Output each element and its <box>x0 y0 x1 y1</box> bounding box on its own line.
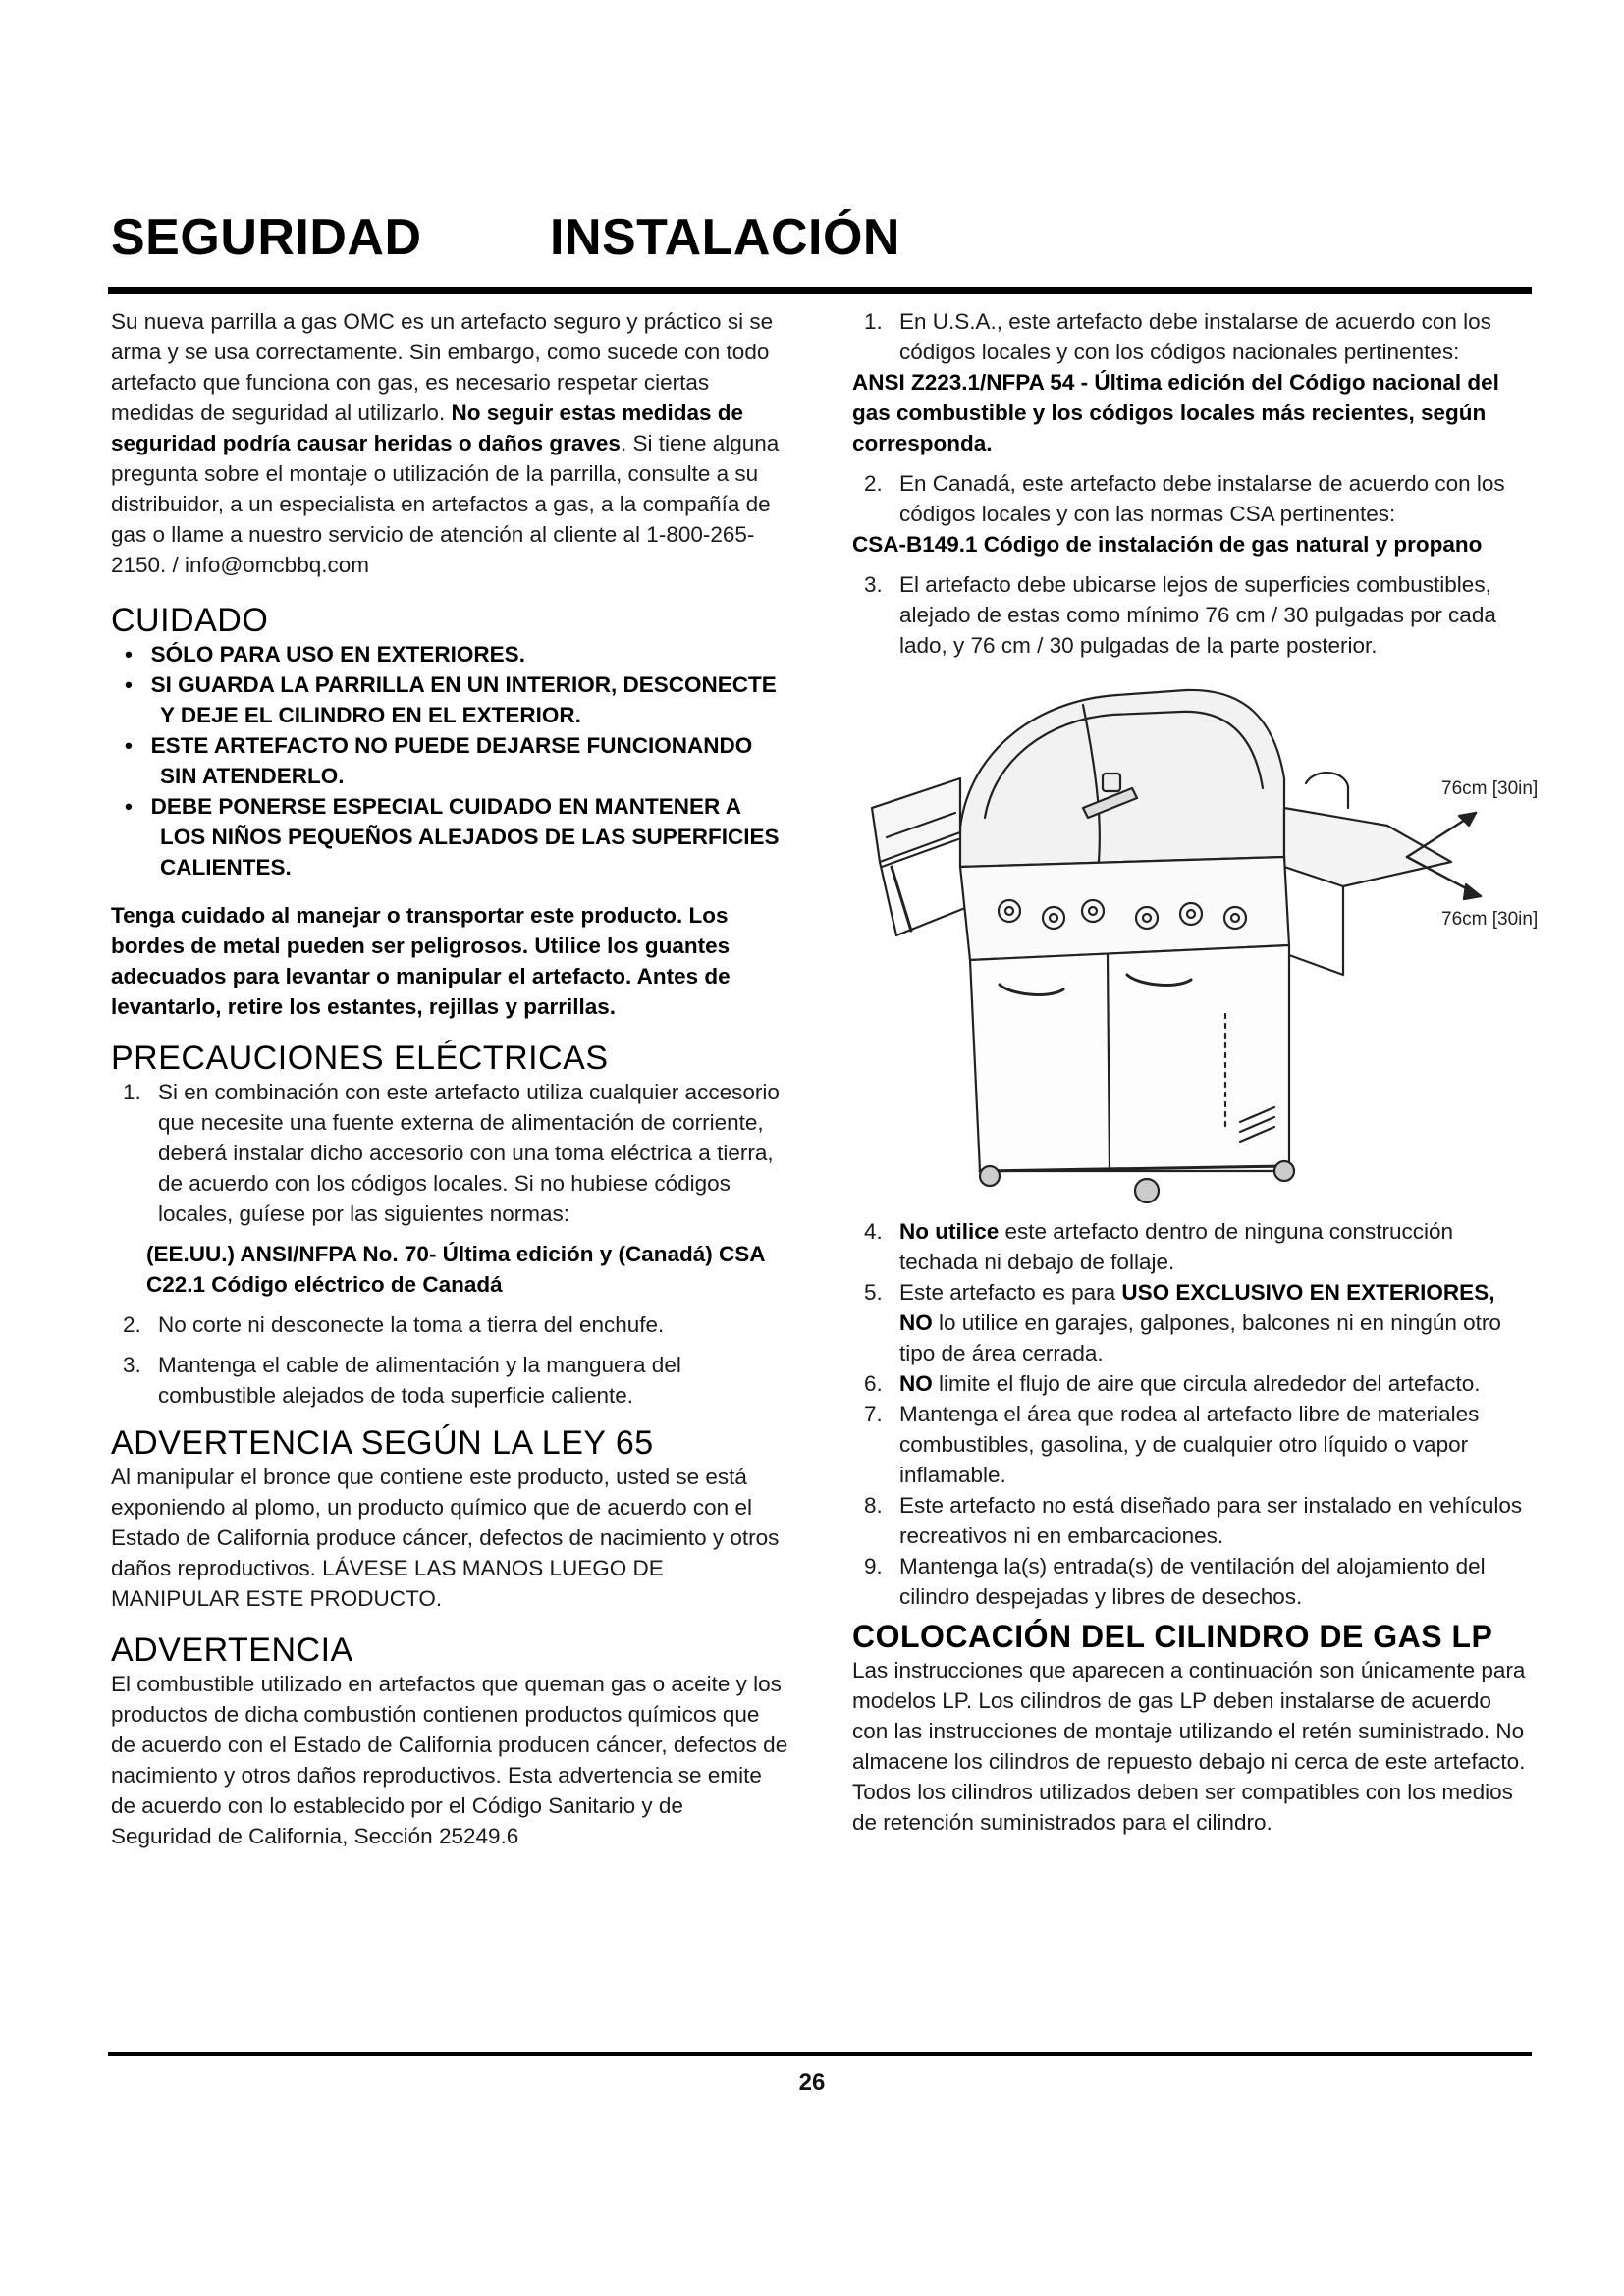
install-item: 4. No utilice este artefacto dentro de ninguna construcción techada ni debajo de follaje. <box>864 1219 1454 1274</box>
install-standard-usa: ANSI Z223.1/NFPA 54 - Última edición del Código nacional del gas combustible y los códigos locales más recientes, según corresponda. <box>852 370 1499 455</box>
cuidado-item: • DEBE PONERSE ESPECIAL CUIDADO EN MANTENER A LOS NIÑOS PEQUEÑOS ALEJADOS DE LAS SUPERFICIES CALIENTES. <box>125 794 780 880</box>
intro-contact-text: . Si tiene alguna pregunta sobre el montaje o utilización de la parrilla, consulte a su distribuidor, a un especialista en artefactos a gas, a la compañía de gas o llame a nuestro servicio de atención al cliente al 1-800-265-2150. / info@omcbbq.com <box>111 431 780 577</box>
install-item: 1. En U.S.A., este artefacto debe instalarse de acuerdo con los códigos locales y con los códigos nacionales pertinentes: <box>864 309 1491 364</box>
electrical-list <box>111 1077 788 1229</box>
install-item: 6. NO limite el flujo de aire que circula alrededor del artefacto. <box>864 1371 1481 1396</box>
prop65-text: Al manipular el bronce que contiene este producto, usted se está exponiendo al plomo, un producto químico que de acuerdo con el Estado de California produce cáncer, defectos de nacimiento y otros daños reproductivos. LÁVESE LAS MANOS LUEGO DE MANIPULAR ESTE PRODUCTO. <box>111 1465 780 1611</box>
electrical-standard: (EE.UU.) ANSI/NFPA No. 70- Última edición y (Canadá) CSA C22.1 Código eléctrico de Canadá <box>146 1242 765 1297</box>
clearance-label-rear: 76cm [30in] <box>1441 778 1539 799</box>
footer-rule <box>108 2052 1532 2056</box>
cuidado-heading: CUIDADO <box>111 602 269 639</box>
prop65-heading: ADVERTENCIA SEGÚN LA LEY 65 <box>111 1424 654 1462</box>
clearance-label-side: 76cm [30in] <box>1441 909 1539 930</box>
section-title-seguridad: SEGURIDAD <box>111 209 422 266</box>
lp-cylinder-heading: COLOCACIÓN DEL CILINDRO DE GAS LP <box>852 1619 1493 1654</box>
cuidado-item: • SI GUARDA LA PARRILLA EN UN INTERIOR, DESCONECTE Y DEJE EL CILINDRO EN EL EXTERIOR. <box>125 672 777 727</box>
install-item: 3. El artefacto debe ubicarse lejos de superficies combustibles, alejado de estas como mínimo 76 cm / 30 pulgadas por cada lado, y 76 cm / 30 pulgadas de la parte posterior. <box>864 572 1496 658</box>
right-column <box>852 306 1539 1838</box>
install-standard-canada: CSA-B149.1 Código de instalación de gas natural y propano <box>852 532 1483 557</box>
install-item: 8. Este artefacto no está diseñado para ser instalado en vehículos recreativos ni en embarcaciones. <box>864 1493 1523 1548</box>
intro-text: Su nueva parrilla a gas OMC es un artefacto seguro y práctico si se arma y se usa correctamente. Sin embargo, como sucede con todo artefacto que funciona con gas, es necesario respetar ciertas medidas de seguridad al utilizarlo. <box>111 309 774 425</box>
electrical-item: 2. No corte ni desconecte la toma a tierra del enchufe. <box>123 1312 665 1337</box>
install-list-d <box>852 1216 1530 1612</box>
install-item: 7. Mantenga el área que rodea al artefacto libre de materiales combustibles, gasolina, y de cualquier otro líquido o vapor inflamable. <box>864 1402 1480 1487</box>
cuidado-item: • ESTE ARTEFACTO NO PUEDE DEJARSE FUNCIONANDO SIN ATENDERLO. <box>125 733 753 788</box>
install-list-a <box>852 306 1530 367</box>
install-list-b <box>852 468 1530 529</box>
grill-illustration <box>852 661 1530 1210</box>
cuidado-list <box>111 639 788 882</box>
electrical-item: 1. Si en combinación con este artefacto utiliza cualquier accesorio que necesite una fuente externa de alimentación de corriente, deberá instalar dicho accesorio con una toma eléctrica a tierra, de acuerdo con los códigos locales. Si no hubiese códigos locales, guíese por las siguientes normas: <box>123 1080 780 1226</box>
left-column <box>111 306 788 1851</box>
install-item: 5. Este artefacto es para USO EXCLUSIVO EN EXTERIORES, NO lo utilice en garajes, galpones, balcones ni en ningún otro tipo de área cerrada. <box>864 1280 1501 1365</box>
intro-paragraph <box>111 306 788 580</box>
electrical-heading: PRECAUCIONES ELÉCTRICAS <box>111 1040 609 1077</box>
electrical-list-cont <box>111 1309 788 1411</box>
handling-note: Tenga cuidado al manejar o transportar este producto. Los bordes de metal pueden ser peligrosos. Utilice los guantes adecuados para levantar o manipular el artefacto. Antes de levantarlo, retire los estantes, rejillas y parrillas. <box>111 903 731 1019</box>
advertencia-text: El combustible utilizado en artefactos que queman gas o aceite y los productos de dicha combustión contienen productos químicos que de acuerdo con el Estado de California producen cáncer, defectos de nacimiento y otros daños reproductivos. Esta advertencia se emite de acuerdo con lo establecido por el Código Sanitario y de Seguridad de California, Sección 25249.6 <box>111 1672 788 1848</box>
install-item: 2. En Canadá, este artefacto debe instalarse de acuerdo con los códigos locales y con las normas CSA pertinentes: <box>864 471 1505 526</box>
cuidado-item: • SÓLO PARA USO EN EXTERIORES. <box>125 642 525 667</box>
section-title-instalacion: INSTALACIÓN <box>550 209 900 266</box>
header-rule <box>108 287 1532 294</box>
electrical-item: 3. Mantenga el cable de alimentación y la manguera del combustible alejados de toda superficie caliente. <box>123 1353 681 1408</box>
intro-warning-bold: No seguir estas medidas de seguridad podría causar heridas o daños graves <box>111 400 744 455</box>
grill-clearance-figure <box>852 661 1539 1210</box>
page-number: 26 <box>798 2069 826 2096</box>
install-list-c <box>852 569 1530 661</box>
lp-cylinder-text: Las instrucciones que aparecen a continuación son únicamente para modelos LP. Los cilindros de gas LP deben instalarse de acuerdo con las instrucciones de montaje utilizando el retén suministrado. No almacene los cilindros de repuesto debajo ni cerca de este artefacto. Todos los cilindros utilizados deben ser compatibles con los medios de retención suministrados para el cilindro. <box>852 1658 1526 1835</box>
install-item: 9. Mantenga la(s) entrada(s) de ventilación del alojamiento del cilindro despejadas y libres de desechos. <box>864 1554 1486 1609</box>
advertencia-heading: ADVERTENCIA <box>111 1631 353 1669</box>
